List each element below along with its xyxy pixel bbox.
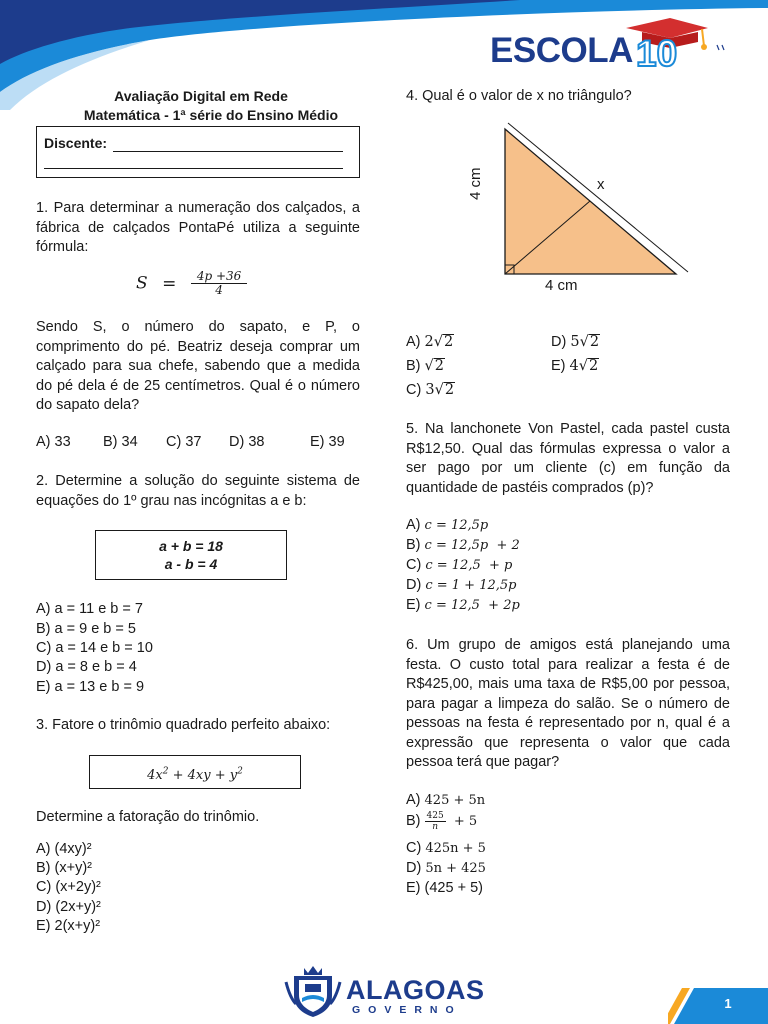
trinomial-exponent-1: 2 [162,767,169,777]
q6-option-e[interactable]: E) (425 + 5) [406,880,483,896]
q3-option-c[interactable]: C) (x+2y)² [36,879,101,895]
q4-option-b[interactable]: B) √2 [406,358,445,374]
student-label: Discente: [44,135,108,151]
student-name-line[interactable] [113,151,343,152]
q1-option-c[interactable]: C) 37 [166,434,202,450]
question-2-text: 2. Determine a solução do seguinte sistema de equações do 1º grau nas incógnitas a e b: [36,473,360,509]
alagoas-governo-logo [284,962,494,1018]
question-3-text-2: Determine a fatoração do trinômio. [36,809,260,825]
formula-lhs: S [136,273,148,294]
q6-b-fraction: $\frac{425}{n}$ [426,811,444,832]
q2-option-a[interactable]: A) a = 11 e b = 7 [36,601,143,617]
q5-option-a[interactable]: A) c = 12,5p [406,517,489,533]
q5-option-d[interactable]: D) c = 1 + 12,5p [406,577,517,593]
q3-option-b[interactable]: B) (x+y)² [36,860,92,876]
q1-option-a[interactable]: A) 33 [36,434,71,450]
student-name-box [36,126,360,178]
escola-logo-number: 10 [636,33,678,74]
governo-label: GOVERNO [352,1004,462,1016]
question-1-text: 1. Para determinar a numeração dos calçados, a fábrica de calçados PontaPé utiliza a seguinte fórmula: [36,200,360,255]
spark-icon [716,44,726,52]
question-5-text: 5. Na lanchonete Von Pastel, cada pastel custa R$12,50. Qual das fórmulas expressa o valor a ser pago por um cliente (c) em função da quantidade de pastéis comprados (p)? [406,421,730,496]
triangle-label-horizontal: 4 cm [545,277,578,294]
q4-option-c[interactable]: C) 3√2 [406,382,455,398]
question-6-text: 6. Um grupo de amigos está planejando uma festa. O custo total para realizar a festa é de R$425,00, mais uma taxa de R$5,00 por pessoa, para pagar a limpeza do salão. Se o número de pessoas na festa é representado por n, qual é a expressão que representa o valor que cada pessoa terá que pagar? [406,637,730,770]
equation-system-box [95,530,287,580]
equation-1: a + b = 18 [159,538,223,554]
q6-option-d[interactable]: D) 5n + 425 [406,860,486,876]
q5-option-e[interactable]: E) c = 12,5 + 2p [406,597,520,613]
formula-numerator: 4p +36 [191,270,247,284]
q2-option-e[interactable]: E) a = 13 e b = 9 [36,679,145,695]
q1-option-b[interactable]: B) 34 [103,434,138,450]
q2-option-d[interactable]: D) a = 8 e b = 4 [36,659,137,675]
q6-option-c[interactable]: C) 425n + 5 [406,840,486,856]
formula-fraction [191,270,247,297]
q1-option-d[interactable]: D) 38 [229,434,265,450]
q5-option-c[interactable]: C) c = 12,5 + p [406,557,513,573]
q6-option-b[interactable]: B) $\frac{425}{n}$ + 5 [406,811,478,832]
student-name-line-2[interactable] [44,168,343,169]
escola10-logo [490,20,730,76]
header-title: Avaliação Digital em Rede [114,88,288,104]
q3-option-a[interactable]: A) (4xy)² [36,841,92,857]
q6-option-a[interactable]: A) 425 + 5n [406,792,486,808]
alagoas-name: ALAGOAS [346,975,485,1005]
question-3-text: 3. Fatore o trinômio quadrado perfeito abaixo: [36,717,331,733]
trinomial-box [89,755,301,789]
q4-option-e[interactable]: E) 4√2 [551,358,599,374]
coat-of-arms-icon [284,962,342,1018]
escola-logo-text: ESCOLA [490,31,633,70]
triangle-label-vertical: 4 cm [467,167,484,200]
trinomial-exponent-2: 2 [237,767,243,777]
triangle-label-x: x [597,176,605,193]
q2-option-b[interactable]: B) a = 9 e b = 5 [36,621,136,637]
trinomial-part-a: 4x [147,768,163,784]
trinomial-part-b: + 4xy + y [168,768,238,784]
formula-denominator: 4 [215,283,223,297]
question-1-text-2: Sendo S, o número do sapato, e P, o comprimento do pé. Beatriz deseja comprar um calçado para sua chefe, sabendo que a medida do pé dela é de 25 centímetros. Qual é o número do sapato dela? [36,319,360,413]
page-number: 1 [724,996,732,1011]
question-1-formula [136,270,247,304]
q3-option-e[interactable]: E) 2(x+y)² [36,918,101,934]
q2-option-c[interactable]: C) a = 14 e b = 10 [36,640,153,656]
triangle-figure [476,118,696,298]
q1-option-e[interactable]: E) 39 [310,434,345,450]
q4-option-d[interactable]: D) 5√2 [551,334,600,350]
formula-eq: = [162,273,177,294]
q4-option-a[interactable]: A) 2√2 [406,334,454,350]
header-subtitle: Matemática - 1ª série do Ensino Médio [83,107,339,123]
q5-option-b[interactable]: B) c = 12,5p + 2 [406,537,520,553]
question-4-text: 4. Qual é o valor de x no triângulo? [406,88,632,104]
q3-option-d[interactable]: D) (2x+y)² [36,899,101,915]
trinomial-expression [147,768,243,783]
equation-2: a - b = 4 [164,556,218,572]
